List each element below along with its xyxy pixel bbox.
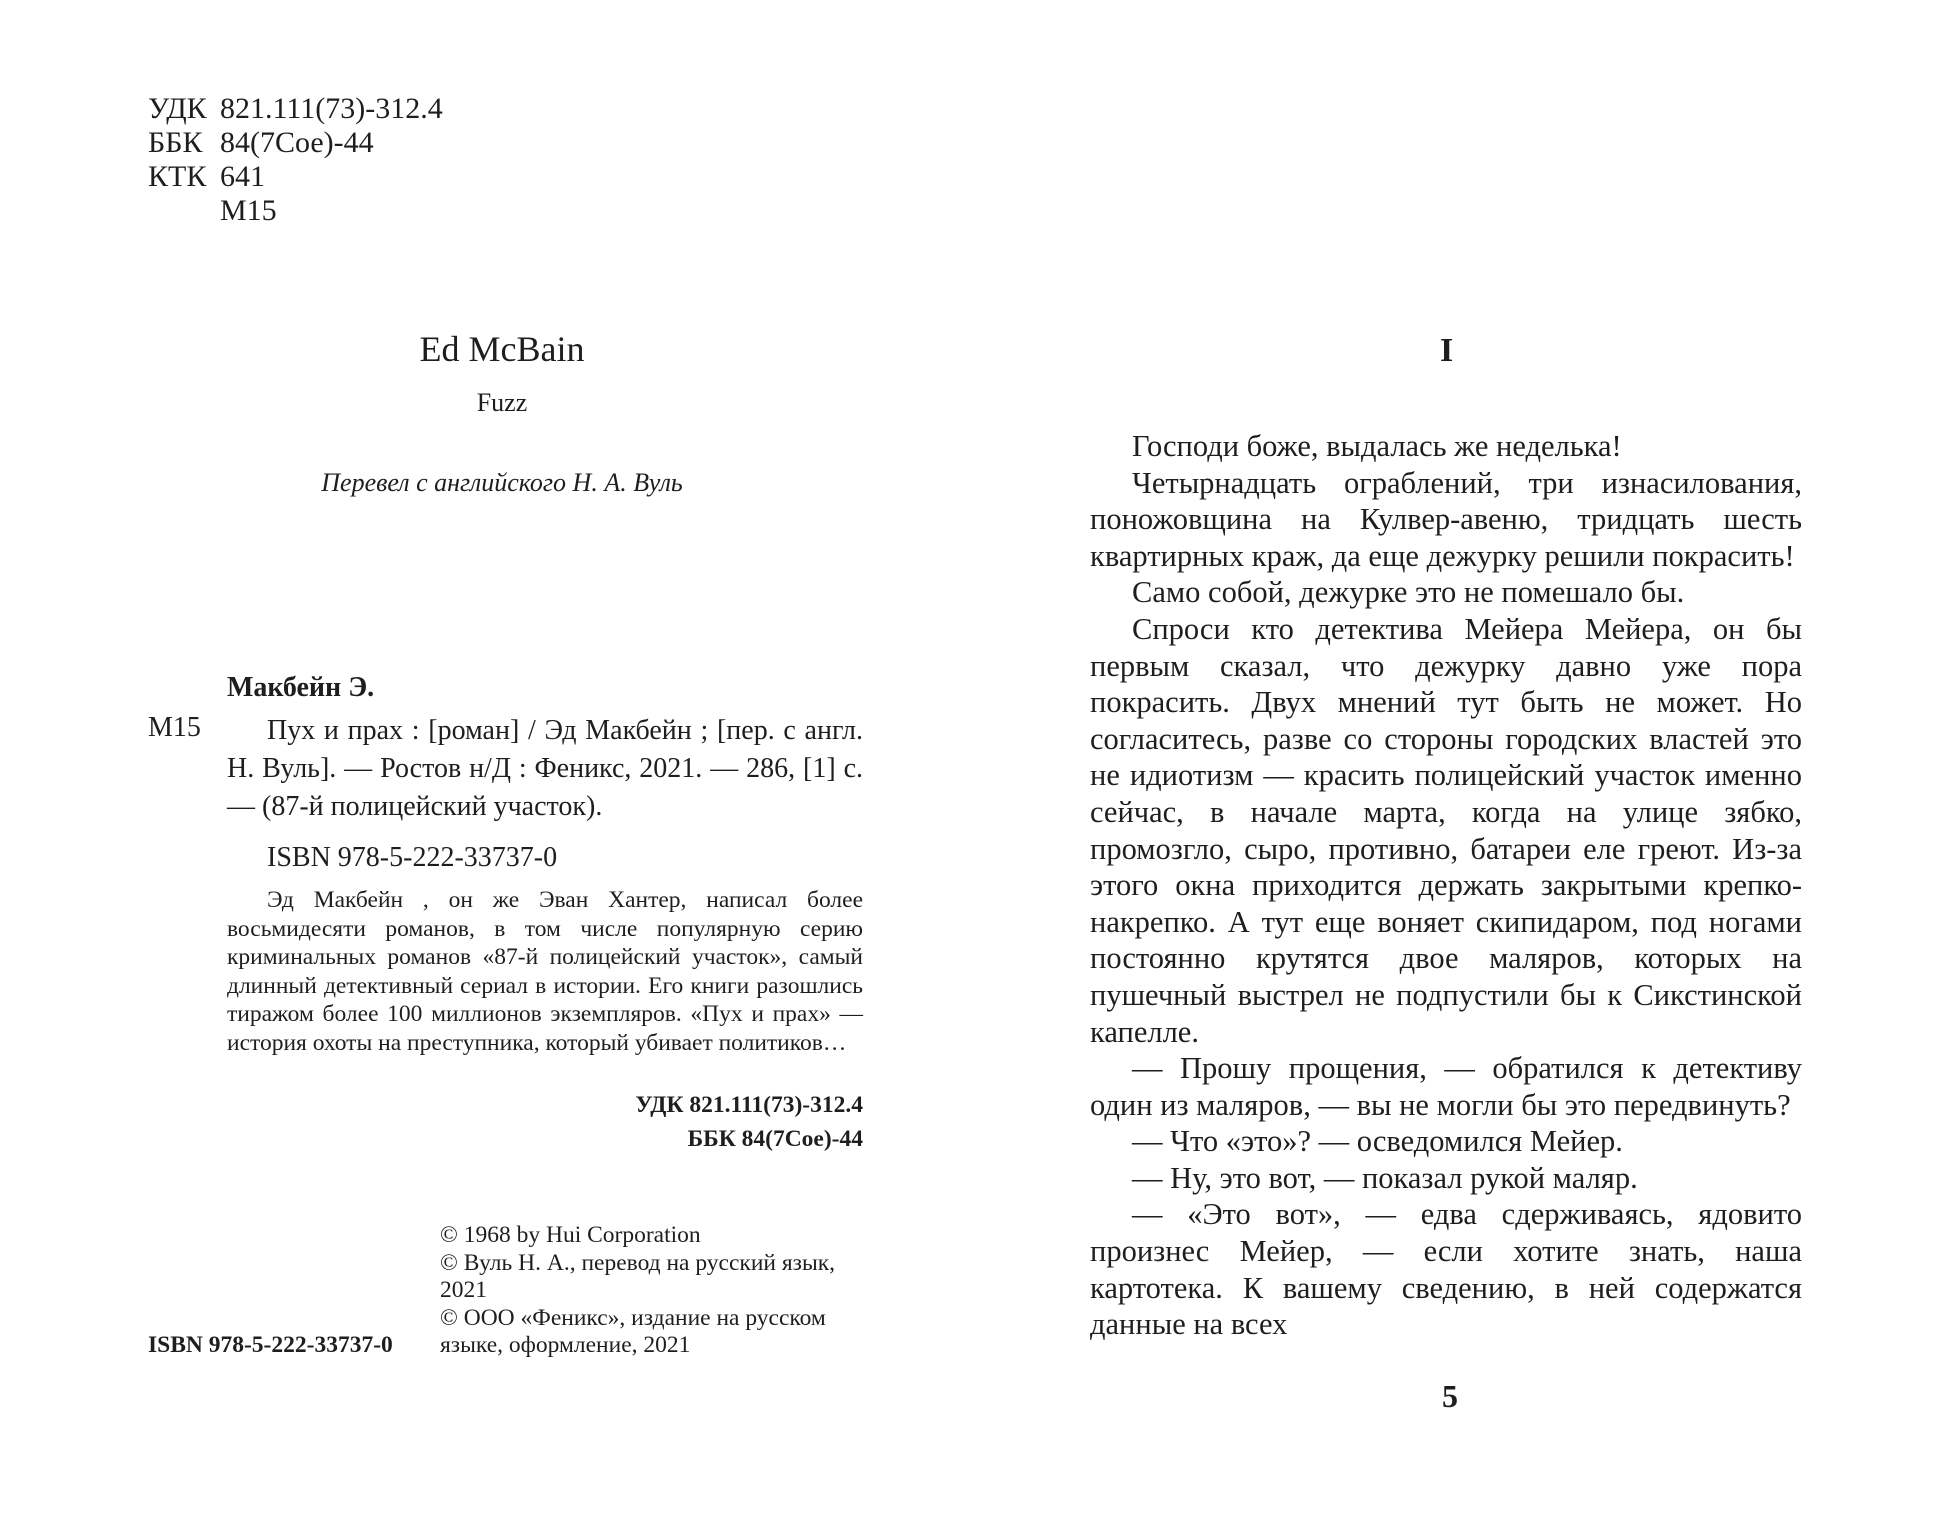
chapter-number bbox=[1440, 332, 1453, 370]
paragraph: Само собой, дежурке это не помешало бы. bbox=[1132, 575, 1685, 610]
bbk-code: ББК 84(7Сое)-44 bbox=[687, 1126, 863, 1152]
classification-value: 641 bbox=[220, 160, 265, 193]
copyright-line: © Вуль Н. А., перевод на русский язык, 2021 bbox=[440, 1249, 836, 1303]
biblio-code: М15 bbox=[148, 712, 201, 743]
paragraph: — Ну, это вот, — показал рукой маляр. bbox=[1132, 1160, 1638, 1195]
classification-row bbox=[148, 194, 443, 228]
classification-row bbox=[148, 126, 443, 160]
translator-note: Перевел с английского Н. А. Вуль bbox=[321, 468, 683, 497]
biblio-isbn: ISBN 978-5-222-33737-0 bbox=[267, 842, 558, 873]
paragraph: Спроси кто детектива Мейера Мейера, он бы первым сказал, что дежурку давно уже пора покрасить. Двух мнений тут быть не может. Но согласитесь, разве со стороны городских властей это не идиотизм — красить полицейский участок именно сейчас, в начале марта, когда на улице зябко, промозгло, сыро, противно, батареи еле греют. Из-за этого окна приходится держать закрытыми крепко-накрепко. А тут еще воняет скипидаром, под ногами постоянно крутятся двое маляров, которых на пушечный выстрел не подпустили бы к Сикстинской капелле. bbox=[1090, 611, 1802, 1049]
classification-key: УДК bbox=[148, 92, 207, 125]
classification-row bbox=[148, 160, 443, 194]
paragraph: Четырнадцать ограблений, три изнасилования, поножовщина на Кулвер-авеню, тридцать шесть квартирных краж, да еще дежурку решили покрасить! bbox=[1090, 465, 1802, 573]
chapter-label: I bbox=[1440, 332, 1454, 369]
original-author: Ed McBain bbox=[419, 329, 585, 369]
paragraph: — Что «это»? — осведомился Мейер. bbox=[1132, 1124, 1623, 1159]
copyright-line: © 1968 by Hui Corporation bbox=[440, 1222, 701, 1248]
classification-key: ББК bbox=[148, 126, 203, 159]
classification-value: 821.111(73)-312.4 bbox=[220, 92, 443, 125]
page-number: 5 bbox=[1442, 1378, 1458, 1414]
udk-code: УДК 821.111(73)-312.4 bbox=[635, 1092, 863, 1118]
copyright-line: © ООО «Феникс», издание на русском языке, оформление, 2021 bbox=[440, 1304, 826, 1358]
biblio-description: Пух и прах : [роман] / Эд Макбейн ; [пер. с англ. Н. Вуль]. — Ростов н/Д : Феникс, 2021. — 286, [1] с. — (87-й полицейский участок). bbox=[227, 715, 863, 822]
original-title: Fuzz bbox=[476, 388, 528, 417]
copyright-block bbox=[440, 1222, 870, 1360]
paragraph: Господи боже, выдалась же неделька! bbox=[1132, 429, 1622, 463]
chapter-body bbox=[1090, 428, 1802, 1343]
isbn-bottom: ISBN 978-5-222-33737-0 bbox=[148, 1332, 393, 1358]
paragraph: — «Это вот», — едва сдерживаясь, ядовито произнес Мейер, — если хотите знать, наша картотека. К вашему сведению, в ней содержатся данные на всех bbox=[1090, 1197, 1802, 1342]
classification-value: М15 bbox=[220, 194, 277, 227]
classification-row bbox=[148, 92, 443, 126]
classification-key: КТК bbox=[148, 160, 207, 193]
classification-codes bbox=[148, 92, 443, 228]
classification-key bbox=[148, 194, 220, 228]
paragraph: — Прошу прощения, — обратился к детективу один из маляров, — вы не могли бы это передвинуть? bbox=[1090, 1051, 1802, 1122]
biblio-author: Макбейн Э. bbox=[227, 672, 375, 703]
annotation: Эд Макбейн , он же Эван Хантер, написал более восьмидесяти романов, в том числе популярную серию криминальных романов «87-й полицейский участок», самый длинный детективный сериал в истории. Его книги разошлись тиражом более 100 миллионов экземпляров. «Пух и прах» — история охоты на преступника, который убивает политиков… bbox=[227, 887, 863, 1056]
classification-value: 84(7Сое)-44 bbox=[220, 126, 374, 159]
